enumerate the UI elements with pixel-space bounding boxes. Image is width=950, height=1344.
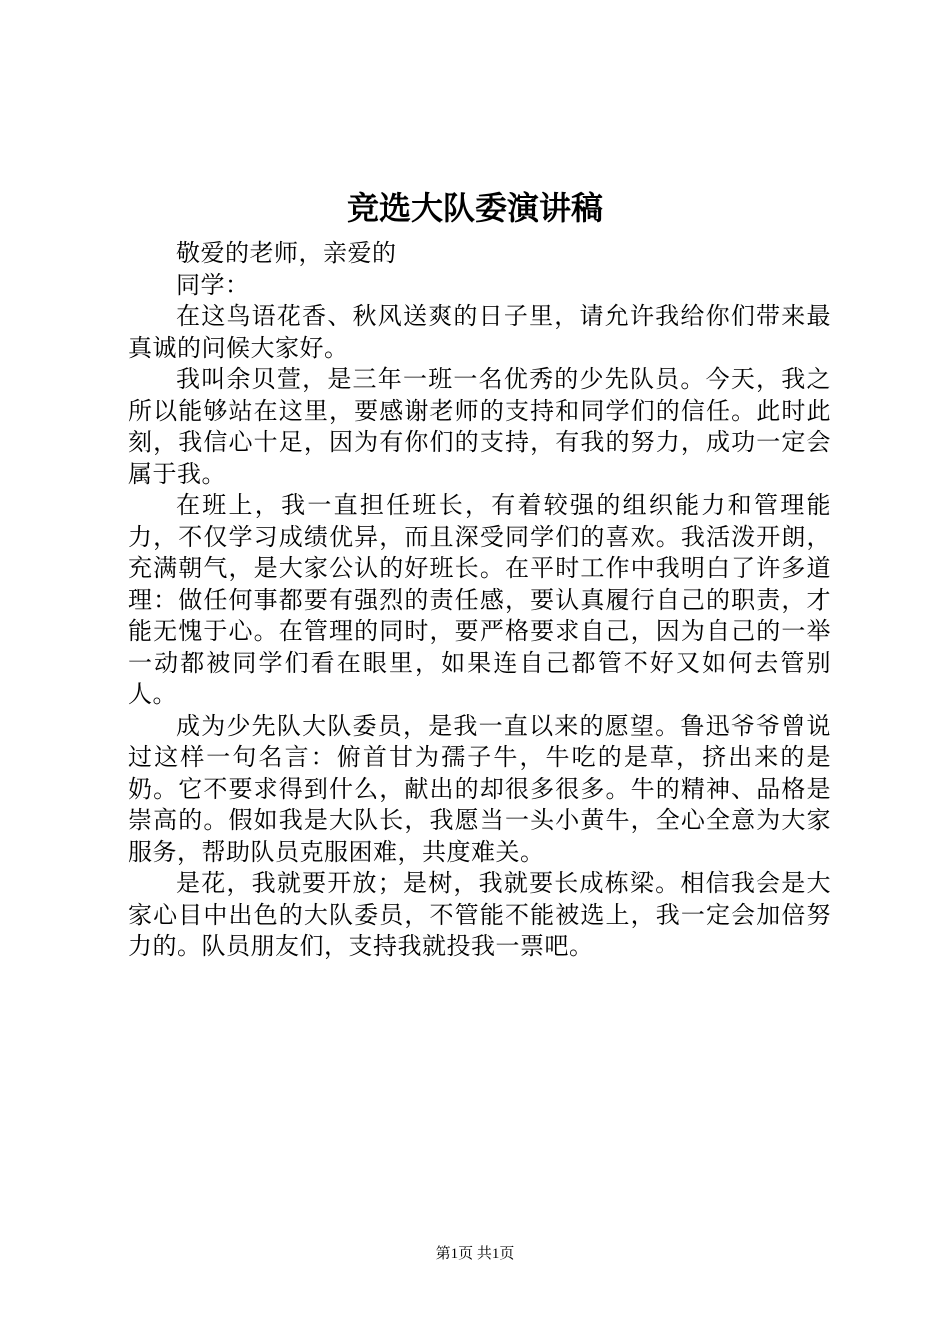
paragraph-introduction: 我叫余贝萱，是三年一班一名优秀的少先队员。今天，我之所以能够站在这里，要感谢老师的支持和同学们的信任。此时此刻，我信心十足，因为有你们的支持，有我的努力，成功一定会属于我。 (128, 365, 831, 488)
paragraph-aspiration: 成为少先队大队委员，是我一直以来的愿望。鲁迅爷爷曾说过这样一句名言：俯首甘为孺子牛，牛吃的是草，挤出来的是奶。它不要求得到什么，献出的却很多很多。牛的精神、品格是崇高的。假如我是大队长，我愿当一头小黄牛，全心全意为大家服务，帮助队员克服困难，共度难关。 (128, 711, 831, 866)
salutation-line-2: 同学： (176, 270, 250, 299)
document-title: 竞选大队委演讲稿 (346, 189, 603, 227)
page-number-footer: 第1页 共1页 (435, 1246, 515, 1262)
paragraph-greeting: 在这鸟语花香、秋风送爽的日子里，请允许我给你们带来最真诚的问候大家好。 (128, 302, 831, 362)
document-body (128, 238, 831, 963)
paragraph-closing: 是花，我就要开放；是树，我就要长成栋梁。相信我会是大家心目中出色的大队委员，不管能不能被选上，我一定会加倍努力的。队员朋友们，支持我就投我一票吧。 (128, 869, 831, 960)
paragraph-class-monitor: 在班上，我一直担任班长，有着较强的组织能力和管理能力，不仅学习成绩优异，而且深受同学们的喜欢。我活泼开朗，充满朝气，是大家公认的好班长。在平时工作中我明白了许多道理：做任何事都要有强烈的责任感，要认真履行自己的职责，才能无愧于心。在管理的同时，要严格要求自己，因为自己的一举一动都被同学们看在眼里，如果连自己都管不好又如何去管别人。 (128, 491, 831, 708)
salutation-line-1: 敬爱的老师，亲爱的 (176, 239, 397, 267)
